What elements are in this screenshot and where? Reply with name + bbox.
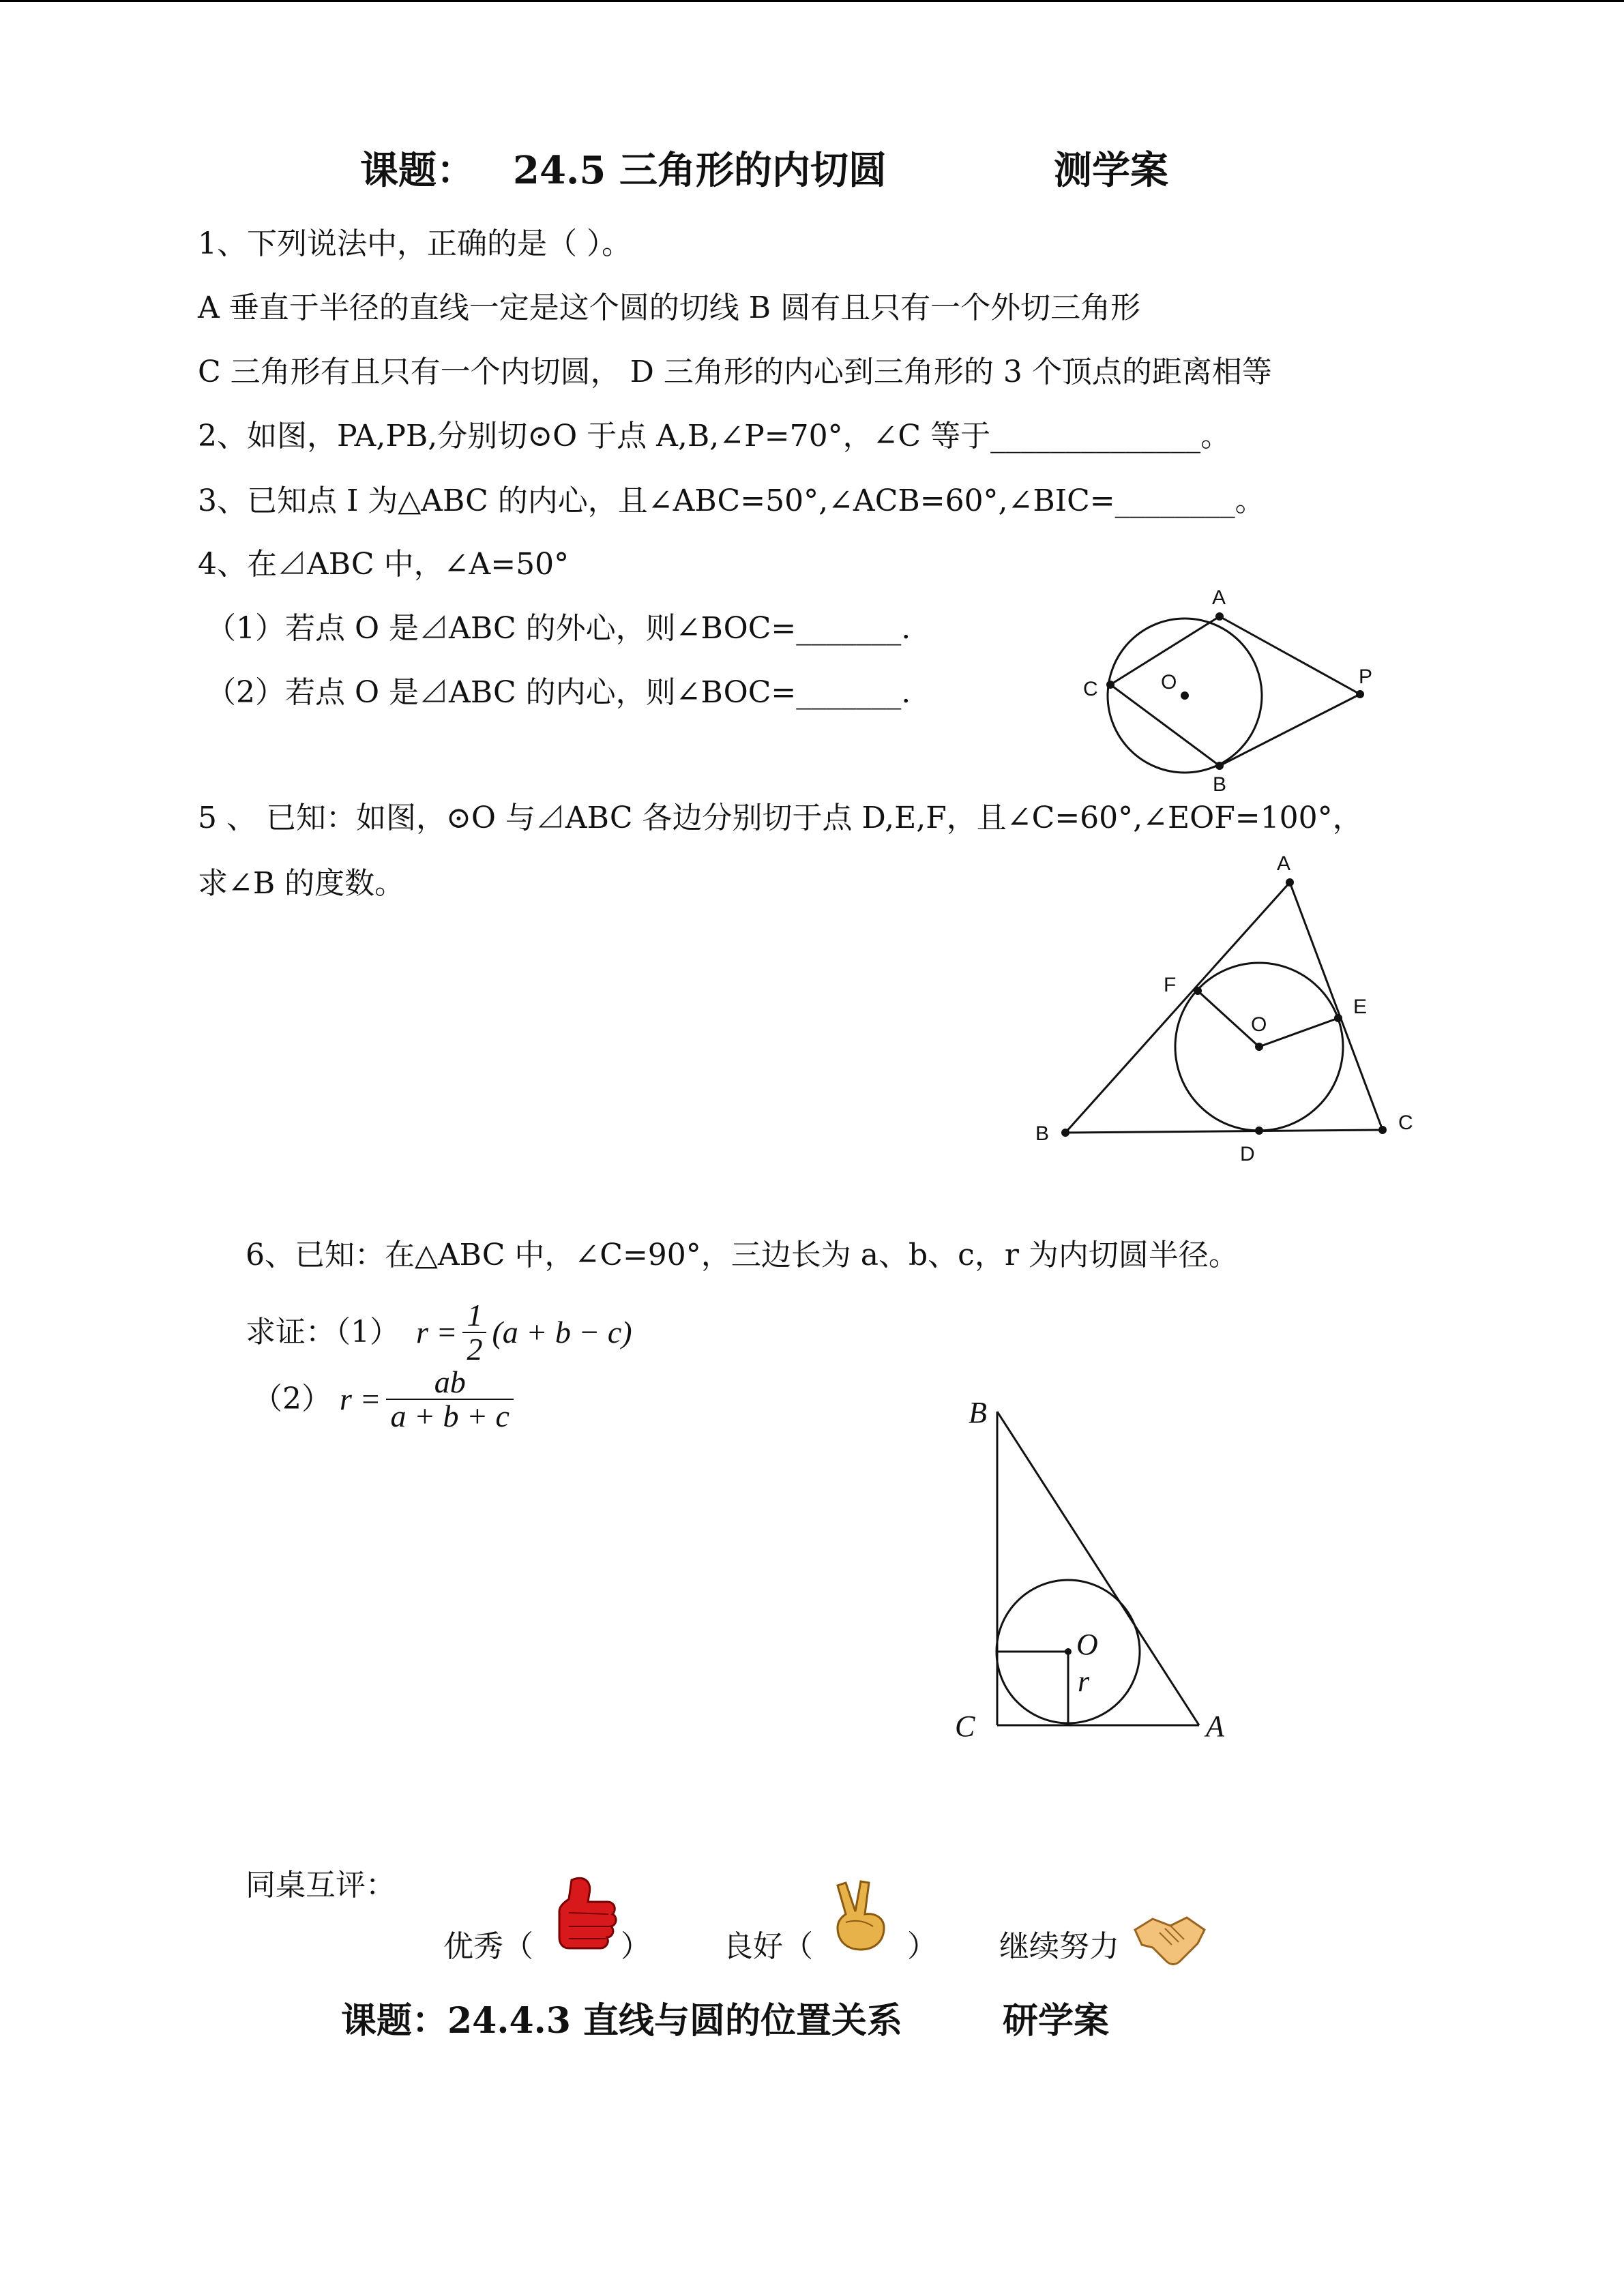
victory-hand-icon[interactable] xyxy=(825,1879,894,1954)
eq1-fraction xyxy=(462,1299,486,1366)
label-p: P xyxy=(1359,666,1373,688)
q1-options-ab: A 垂直于半径的直线一定是这个圆的切线 B 圆有且只有一个外切三角形 xyxy=(198,290,1141,325)
point-a xyxy=(1215,612,1224,621)
peer-review-label: 同桌互评： xyxy=(246,1868,396,1903)
label-c: C xyxy=(955,1710,975,1743)
label-b: B xyxy=(969,1396,987,1429)
q5-line2: 求∠B 的度数。 xyxy=(198,866,405,901)
label-a: A xyxy=(1277,852,1291,875)
q2-text: 2、如图，PA,PB,分别切⊙O 于点 A,B,∠P=70°，∠C 等于______________。 xyxy=(198,419,1231,453)
top-border-line xyxy=(0,0,1624,2)
rating-excellent-close: ） xyxy=(621,1929,651,1964)
eq1-rhs: (a + b − c) xyxy=(492,1315,632,1350)
q3-text: 3、已知点 I 为△ABC 的内心，且∠ABC=50°,∠ACB=60°,∠BIC=________。 xyxy=(198,483,1265,518)
next-section-tag: 研学案 xyxy=(1003,2000,1110,2042)
page-title-tag: 测学案 xyxy=(1054,148,1168,193)
q6-proof-1 xyxy=(246,1299,632,1366)
page-title-prefix: 课题： xyxy=(360,148,475,193)
point-b xyxy=(1215,762,1224,770)
point-f xyxy=(1194,987,1202,995)
point-p xyxy=(1356,690,1364,698)
point-c xyxy=(1378,1126,1387,1134)
side-ab xyxy=(997,1412,1199,1725)
eq2-numerator: ab xyxy=(434,1365,466,1399)
q1-options-cd: C 三角形有且只有一个内切圆， D 三角形的内心到三角形的 3 个顶点的距离相等 xyxy=(198,355,1272,389)
q6-proof-prefix: 求证：（1） xyxy=(246,1315,400,1350)
label-o: O xyxy=(1251,1013,1267,1036)
q4-part2: （2）若点 O 是⊿ABC 的内心，则∠BOC=_______. xyxy=(206,675,911,710)
rating-good-label: 良好（ xyxy=(723,1929,813,1964)
q1-stem: 1、下列说法中，正确的是（ ）。 xyxy=(198,226,632,261)
side-bc xyxy=(1065,1130,1383,1133)
label-e: E xyxy=(1353,996,1368,1018)
page-title: 24.5 三角形的内切圆 xyxy=(513,148,887,193)
point-b xyxy=(1061,1129,1069,1137)
eq1-numerator: 1 xyxy=(467,1298,483,1332)
label-f: F xyxy=(1164,974,1177,996)
eq1-denominator: 2 xyxy=(462,1332,486,1366)
point-a xyxy=(1286,878,1294,886)
point-d xyxy=(1255,1127,1263,1135)
label-o: O xyxy=(1076,1628,1098,1661)
label-c: C xyxy=(1083,678,1098,700)
label-a: A xyxy=(1212,586,1226,609)
label-c: C xyxy=(1398,1112,1413,1134)
rating-keep-trying-label: 继续努力 xyxy=(999,1929,1119,1964)
label-r: r xyxy=(1078,1665,1090,1698)
label-b: B xyxy=(1035,1122,1050,1145)
figure-right-triangle-incircle xyxy=(948,1391,1262,1773)
side-ac xyxy=(1290,882,1383,1130)
q6-part2-prefix: （2） xyxy=(252,1382,331,1416)
figure-incircle-triangle xyxy=(1023,846,1413,1165)
point-o xyxy=(1255,1043,1263,1051)
radius-oe xyxy=(1259,1018,1338,1047)
point-o xyxy=(1181,691,1189,700)
handshake-icon[interactable] xyxy=(1132,1909,1207,1971)
q4-part1: （1）若点 O 是⊿ABC 的外心，则∠BOC=_______. xyxy=(206,611,911,646)
label-b: B xyxy=(1213,773,1227,796)
eq1-lhs: r = xyxy=(416,1315,458,1350)
side-ab xyxy=(1065,882,1290,1133)
eq2-fraction xyxy=(386,1366,514,1433)
next-section-title: 课题：24.4.3 直线与圆的位置关系 xyxy=(341,2000,903,2042)
q6-stem: 6、已知：在△ABC 中，∠C=90°，三边长为 a、b、c，r 为内切圆半径。 xyxy=(246,1238,1239,1272)
figure-tangents-circle xyxy=(1078,586,1373,796)
q5-line1: 5 、 已知：如图，⊙O 与⊿ABC 各边分别切于点 D,E,F，且∠C=60°,∠EOF=100°， xyxy=(198,801,1363,835)
radius-of xyxy=(1198,991,1259,1047)
tangent-pb xyxy=(1220,694,1360,766)
point-c xyxy=(1106,681,1114,689)
eq2-denominator: a + b + c xyxy=(386,1399,514,1433)
q4-stem: 4、在⊿ABC 中，∠A=50° xyxy=(198,547,570,582)
rating-excellent-label: 优秀（ xyxy=(443,1929,533,1964)
point-e xyxy=(1334,1014,1342,1022)
thumbs-up-icon[interactable] xyxy=(551,1872,619,1954)
label-d: D xyxy=(1240,1143,1255,1165)
q6-proof-2 xyxy=(252,1366,519,1433)
tangent-pa xyxy=(1220,616,1360,694)
label-a: A xyxy=(1206,1710,1224,1743)
rating-good-close: ） xyxy=(907,1929,937,1964)
eq2-lhs: r = xyxy=(340,1382,381,1416)
chord-cb xyxy=(1110,685,1220,766)
label-o: O xyxy=(1161,671,1177,694)
point-o xyxy=(1065,1648,1072,1655)
